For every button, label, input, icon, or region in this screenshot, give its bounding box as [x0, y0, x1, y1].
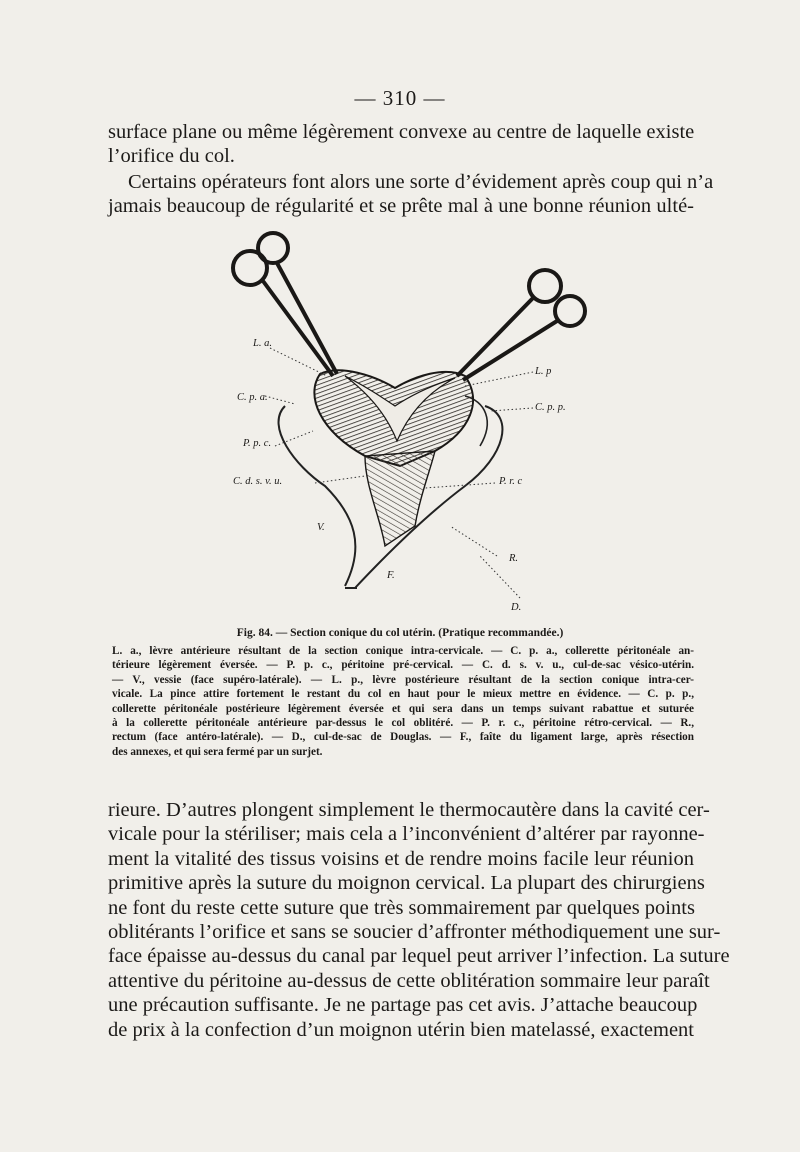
label-ppc: P. p. c. [243, 438, 272, 449]
paragraph-second [108, 170, 714, 219]
surgical-illustration [215, 226, 595, 616]
label-lp: L. p [535, 366, 552, 377]
text-line: face épaisse au-dessus du canal par lequel peut arriver l’infection. La suture [108, 945, 730, 968]
text-line: de prix à la confection d’un moignon utérin bien matelassé, exactement [108, 1018, 694, 1041]
legend-line: rectum (face antéro-latérale). — D., cul-de-sac de Douglas. — F., faîte du ligament large, après résection [112, 731, 694, 744]
text-line: l’orifice du col. [108, 145, 235, 168]
text-line: attentive du péritoine au-dessus de cette oblitération sommaire leur paraît [108, 969, 710, 992]
forceps-right-icon [457, 270, 585, 380]
text-line: ne font du reste cette suture que très sommairement par quelques points [108, 896, 695, 919]
label-cpa: C. p. a. [237, 392, 268, 403]
legend-line: à la collerette péritonéale antérieure par-dessus le col oblitéré. — P. r. c., péritoine rétro-cervical. — R., [112, 717, 694, 730]
text-line: surface plane ou même légèrement convexe au centre de laquelle existe [108, 121, 695, 143]
cervix-section-drawing [215, 226, 595, 616]
label-d: D. [511, 602, 522, 613]
label-f: F. [387, 570, 395, 581]
label-prc: P. r. c [499, 476, 523, 487]
label-r: R. [509, 553, 519, 564]
label-cdsvu: C. d. s. v. u. [233, 476, 283, 487]
text-line: une précaution suffisante. Je ne partage pas cet avis. J’attache beaucoup [108, 994, 698, 1017]
paragraph-bottom [108, 798, 730, 1042]
legend-line: L. a., lèvre antérieure résultant de la section conique intra-cervicale. — C. p. a., collerette péritonéale an- [112, 645, 694, 657]
text-line: vicale pour la stériliser; mais cela a l’inconvénient d’altérer par rayonne- [108, 823, 705, 846]
legend-line: vicale. La pince attire fortement le restant du col en haut pour le mieux mettre en évidence. — C. p. p., [112, 688, 694, 701]
label-la: L. a. [253, 338, 272, 349]
legend-line: collerette péritonéale postérieure légèrement éversée et qui sera dans un temps suivant rabattue et suturée [112, 702, 694, 715]
legend-line: des annexes, et qui sera fermé par un surjet. [112, 745, 323, 758]
figure-caption: Fig. 84. — Section conique du col utérin. (Pratique recommandée.) [236, 627, 564, 639]
text-line: Certains opérateurs font alors une sorte d’évidement après coup qui n’a [128, 171, 714, 193]
text-line: ment la vitalité des tissus voisins et de rendre moins facile leur réunion [108, 847, 694, 870]
figure-legend [112, 644, 694, 759]
legend-line: — V., vessie (face supéro-latérale). — L. p., lèvre postérieure résultant de la section conique intra-cer- [112, 673, 694, 686]
forceps-left-icon [233, 233, 337, 376]
text-line: primitive après la suture du moignon cervical. La plupart des chirurgiens [108, 872, 705, 895]
text-line: rieure. D’autres plongent simplement le thermocautère dans la cavité cer- [108, 799, 710, 821]
page-number: — 310 — [354, 86, 446, 110]
label-v: V. [317, 522, 325, 533]
text-line: jamais beaucoup de régularité et se prête mal à une bonne réunion ulté- [108, 195, 694, 218]
text-line: oblitérants l’orifice et sans se soucier d’affronter méthodiquement une sur- [108, 921, 721, 944]
paragraph-top [108, 120, 694, 169]
label-cpp: C. p. p. [535, 402, 566, 413]
legend-line: térieure légèrement éversée. — P. p. c., péritoine pré-cervical. — C. d. s. v. u., cul-de-sac vésico-utérin. [112, 659, 694, 672]
